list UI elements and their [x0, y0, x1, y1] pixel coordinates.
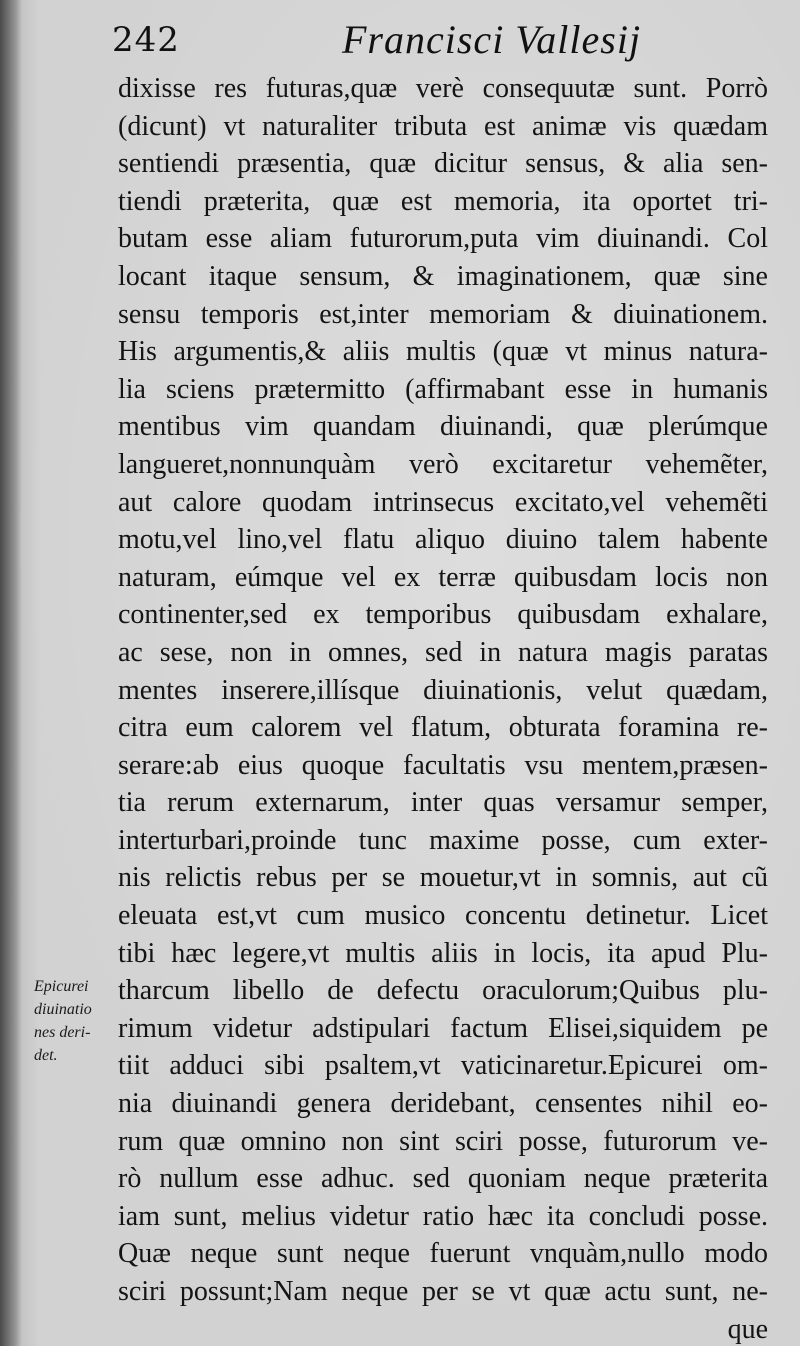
text-line: langueret,nonnunquàm verò excitaretur vehemẽter, — [118, 448, 768, 480]
body-text — [118, 70, 768, 1346]
text-line: lia sciens prætermitto (affirmabant esse in humanis — [118, 373, 768, 405]
text-line: sensu temporis est,inter memoriam & diuinationem. — [118, 298, 768, 330]
text-line: rimum videtur adstipulari factum Elisei,siquidem pe — [118, 1012, 768, 1044]
text-line: mentes inserere,illísque diuinationis, velut quædam, — [118, 674, 768, 706]
text-line: naturam, eúmque vel ex terræ quibusdam locis non — [118, 561, 768, 593]
margin-note-line: diuinatio — [34, 1001, 92, 1018]
text-line: tia rerum externarum, inter quas versamur semper, — [118, 787, 768, 819]
margin-note — [34, 975, 124, 1067]
margin-note-line: Epicurei — [34, 978, 89, 995]
text-line: tiendi præterita, quæ est memoria, ita oportet tri- — [118, 185, 768, 217]
text-line: iam sunt, melius videtur ratio hæc ita concludi posse. — [118, 1200, 768, 1232]
text-line: sciri possunt;Nam neque per se vt quæ actu sunt, ne- — [118, 1276, 768, 1307]
text-line: tiit adduci sibi psaltem,vt vaticinaretur.Epicurei om- — [118, 1050, 768, 1082]
text-line: nia diuinandi genera deridebant, censentes nihil eo- — [118, 1088, 768, 1120]
catchword: que — [727, 1313, 768, 1345]
text-line: rò nullum esse adhuc. sed quoniam neque præterita — [118, 1163, 768, 1195]
text-line: ac sese, non in omnes, sed in natura magis paratas — [118, 636, 768, 668]
text-line: Quæ neque sunt neque fuerunt vnquàm,nullo modo — [118, 1238, 768, 1270]
text-line: citra eum calorem vel flatum, obturata foramina re- — [118, 712, 768, 744]
page-number: 242 — [112, 20, 180, 60]
gutter-shadow — [0, 0, 22, 1346]
text-line: (dicunt) vt naturaliter tributa est animæ vis quædam — [118, 110, 768, 142]
text-line: nis relictis rebus per se mouetur,vt in somnis, aut cũ — [118, 862, 768, 894]
running-title: Francisci Vallesij — [342, 17, 642, 62]
text-line: tharcum libello de defectu oraculorum;Quibus plu- — [118, 975, 768, 1007]
text-line: His argumentis,& aliis multis (quæ vt minus natura- — [118, 336, 768, 368]
text-line: serare:ab eius quoque facultatis vsu mentem,præsen- — [118, 749, 768, 781]
margin-note-line: det. — [34, 1047, 58, 1064]
text-line: locant itaque sensum, & imaginationem, quæ sine — [118, 260, 768, 292]
text-line: continenter,sed ex temporibus quibusdam exhalare, — [118, 599, 768, 631]
text-line: sentiendi præsentia, quæ dicitur sensus, & alia sen- — [118, 148, 768, 180]
text-line: dixisse res futuras,quæ verè consequutæ sunt. Porrò — [118, 73, 768, 104]
text-line: mentibus vim quandam diuinandi, quæ plerúmque — [118, 411, 768, 443]
text-line: butam esse aliam futurorum,puta vim diuinandi. Col — [118, 223, 768, 255]
text-line: interturbari,proinde tunc maxime posse, cum exter- — [118, 824, 768, 856]
text-line: motu,vel lino,vel flatu aliquo diuino talem habente — [118, 524, 768, 556]
text-line: eleuata est,vt cum musico concentu detinetur. Licet — [118, 900, 768, 932]
margin-note-line: nes deri- — [34, 1024, 91, 1041]
running-head — [110, 14, 770, 70]
text-line: rum quæ omnino non sint sciri posse, futurorum ve- — [118, 1125, 768, 1157]
text-line: tibi hæc legere,vt multis aliis in locis, ita apud Plu- — [118, 937, 768, 969]
text-line: aut calore quodam intrinsecus excitato,vel vehemẽti — [118, 486, 768, 518]
